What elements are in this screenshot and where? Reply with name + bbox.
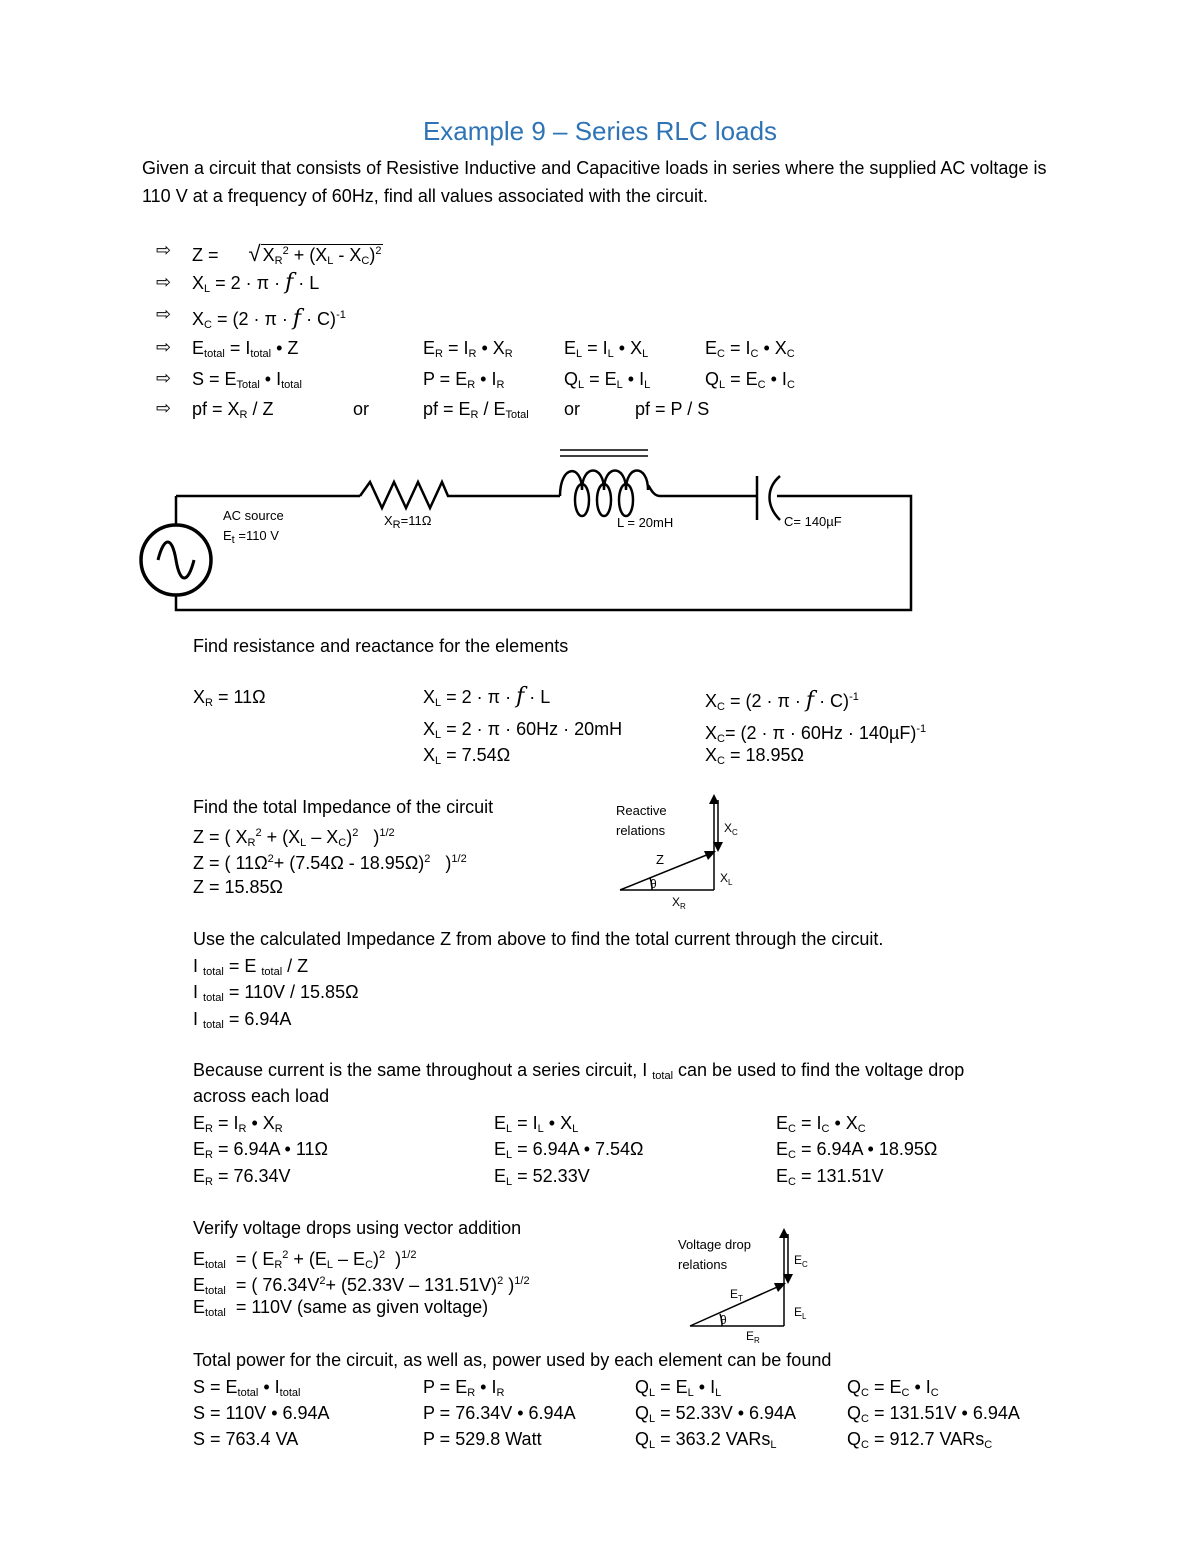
resistor-symbol [360, 482, 560, 508]
svg-text:Z: Z [656, 852, 664, 867]
current-result: I $_{total}$ = 6.94A [193, 1009, 292, 1031]
xc-substituted: $X_C= (2 \cdot \pi \cdot 60Hz \cdot 140\mu F)^{-1}$ [705, 723, 927, 745]
verify-result: $E_{total} = 110V$ (same as given voltage) [193, 1297, 489, 1319]
formula-impedance: Z = √ $X_R^2 + (X_L - X_C)^2$ [192, 241, 382, 267]
svg-text:XR: $X_R$ [672, 895, 686, 911]
capacitor-label: C= 140µF [784, 514, 842, 529]
ql-substituted: $Q_L = 52.33V$ • 6.94A [635, 1403, 797, 1425]
formula-ec: $E_C = I_C$ • $X_C$ [705, 338, 795, 360]
capacitor-plate-curved [770, 476, 781, 520]
voltage-diagram-label: relations [678, 1257, 728, 1272]
formula-etotal: $E_{total} = I_{total}$ • Z [192, 338, 299, 360]
arrowhead-icon [709, 794, 719, 804]
ec-formula: $E_C = I_C$ • $X_C$ [776, 1113, 866, 1135]
el-substituted: $E_L = 6.94A$ • 7.54Ω [494, 1139, 644, 1161]
svg-text:θ: θ [720, 1313, 727, 1327]
svg-text:EC: $E_C$ [794, 1253, 808, 1269]
or-label: or [353, 399, 370, 419]
current-heading: Use the calculated Impedance Z from above to find the total current through the circuit. [193, 929, 884, 949]
xc-result: $X_C = 18.95\Omega$ [705, 745, 804, 767]
formula-el: $E_L = I_L$ • $X_L$ [564, 338, 649, 360]
intro-paragraph: Given a circuit that consists of Resistive Inductive and Capacitive loads in series where the supplied AC voltage is 110 V at a frequency of 60Hz, find all values associated with the circuit. [142, 158, 1047, 206]
bullet-arrow-icon: ⇨ [156, 337, 172, 358]
xr-value: $X_R = 11\Omega$ [193, 687, 266, 709]
formula-er: $E_R = I_R$ • $X_R$ [423, 338, 513, 360]
ec-substituted: $E_C = 6.94A$ • 18.95Ω [776, 1139, 938, 1161]
formula-ql: $Q_L = E_L$ • $I_L$ [564, 369, 651, 391]
bullet-arrow-icon: ⇨ [156, 240, 172, 261]
ec-result: $E_C = 131.51V$ [776, 1166, 884, 1188]
formula-pf1: pf = $X_R$ / Z [192, 399, 274, 421]
formula-xl: $X_L = 2 \cdot \pi \cdot f \cdot L$ [192, 270, 320, 295]
reactive-vector-diagram [612, 792, 752, 912]
svg-text:θ: θ [650, 877, 657, 891]
inductor-label: L = 20mH [617, 515, 674, 530]
formula-pf3: pf = P / S [635, 399, 710, 419]
reactive-diagram-label: Reactive [616, 803, 667, 818]
qc-substituted: $Q_C = 131.51V$ • 6.94A [847, 1403, 1020, 1425]
verify-heading: Verify voltage drops using vector addition [193, 1218, 522, 1238]
xl-result: $X_L = 7.54\Omega$ [423, 745, 511, 767]
formula-pf2: pf = $E_R / E_{Total}$ [423, 399, 529, 421]
ac-source-voltage: $E_t =110$ V [223, 528, 279, 546]
voltage-diagram-label: Voltage drop [678, 1237, 752, 1252]
er-result: $E_R = 76.34V$ [193, 1166, 291, 1188]
formula-qc: $Q_L = E_C$ • $I_C$ [705, 369, 795, 391]
xl-substituted: $X_L = 2 \cdot \pi \cdot 60Hz \cdot 20mH$ [423, 719, 623, 741]
svg-text:ER: $E_R$ [746, 1329, 760, 1345]
drops-heading-cont: across each load [193, 1086, 330, 1106]
power-heading: Total power for the circuit, as well as, power used by each element can be found [193, 1350, 832, 1370]
drops-heading: Because current is the same throughout a series circuit, I $_{total}$ can be used to find the voltage drop [193, 1060, 965, 1082]
z-vector [620, 852, 714, 890]
current-substituted: I $_{total}$ = 110V / 15.85Ω [193, 982, 359, 1004]
or-label: or [564, 399, 581, 419]
inductor-symbol [560, 471, 757, 497]
page-title: Example 9 – Series RLC loads [422, 116, 778, 146]
svg-text:EL: $E_L$ [794, 1305, 807, 1321]
current-formula: I $_{total}$ = E $_{total}$ / Z [193, 956, 309, 978]
voltage-vector-diagram [684, 1226, 824, 1346]
bullet-arrow-icon: ⇨ [156, 304, 172, 325]
qc-formula: $Q_C = E_C$ • $I_C$ [847, 1377, 939, 1399]
svg-text:ET: $E_T$ [730, 1287, 743, 1303]
bullet-arrow-icon: ⇨ [156, 368, 172, 389]
ac-source-label: AC source [223, 508, 284, 523]
er-substituted: $E_R = 6.94A$ • 11Ω [193, 1139, 328, 1161]
impedance-heading: Find the total Impedance of the circuit [193, 797, 494, 817]
er-formula: $E_R = I_R$ • $X_R$ [193, 1113, 283, 1135]
reactance-heading: Find resistance and reactance for the elements [193, 636, 569, 656]
formula-xc: $X_C = (2 \cdot \pi \cdot f \cdot C)^{-1}$ [192, 306, 346, 331]
impedance-formula: Z = ( $X_R^2 + (X_L - X_C)^2$ )$^{1/2}$ [193, 827, 395, 849]
s-result: S = 763.4 VA [193, 1429, 299, 1449]
bullet-arrow-icon: ⇨ [156, 398, 172, 419]
impedance-result: Z = 15.85Ω [193, 877, 284, 897]
formula-s: $S = E_{Total}$ • $I_{total}$ [192, 369, 302, 391]
p-formula: $P = E_R$ • $I_R$ [423, 1377, 505, 1399]
xc-formula: $X_C = (2 \cdot \pi \cdot f \cdot C)^{-1}$ [705, 688, 859, 713]
resistor-label: $X_R=11\Omega$ [384, 513, 432, 531]
bullet-arrow-icon: ⇨ [156, 272, 172, 293]
xl-formula: $X_L = 2 \cdot \pi \cdot f \cdot L$ [423, 684, 551, 709]
s-formula: $S = E_{total}$ • $I_{total}$ [193, 1377, 301, 1399]
arrowhead-icon [779, 1228, 789, 1238]
p-result: P = 529.8 Watt [423, 1429, 542, 1449]
verify-substituted: $E_{total}$ = ( $76.34V^2+ (52.33V - 131.51V)^2$ )$^{1/2}$ [193, 1275, 530, 1297]
svg-text:XL: $X_L$ [720, 871, 733, 887]
verify-formula: $E_{total}$ = ( $E_R^2 + (E_L - E_C)^2$ )$^{1/2}$ [193, 1249, 417, 1271]
reactive-diagram-label: relations [616, 823, 666, 838]
el-result: $E_L = 52.33V$ [494, 1166, 590, 1188]
svg-text:XC: $X_C$ [724, 821, 738, 837]
p-substituted: P = 76.34V • 6.94A [423, 1403, 576, 1423]
impedance-substituted: Z = ( $11\Omega^2+ (7.54\Omega - 18.95\Omega)^2$ )$^{1/2}$ [193, 853, 467, 873]
ql-formula: $Q_L = E_L$ • $I_L$ [635, 1377, 722, 1399]
el-formula: $E_L = I_L$ • $X_L$ [494, 1113, 579, 1135]
qc-result: $Q_C = 912.7$ VARs$_C$ [847, 1429, 993, 1451]
s-substituted: S = 110V • 6.94A [193, 1403, 330, 1423]
formula-p: $P = E_R$ • $I_R$ [423, 369, 505, 391]
ql-result: $Q_L = 363.2$ VARs$_L$ [635, 1429, 777, 1451]
